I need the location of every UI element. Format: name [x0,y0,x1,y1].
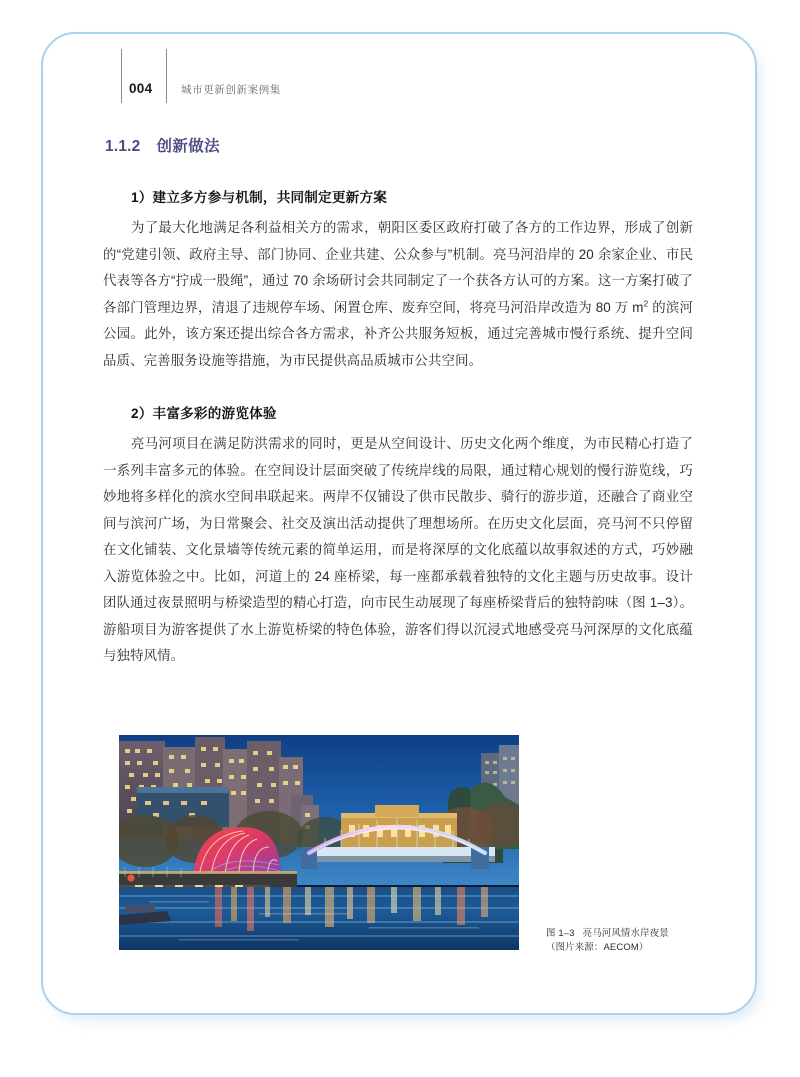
paragraph-spacer [103,374,693,402]
figure-caption-text: 亮马河风情水岸夜景 [582,927,669,938]
figure-image [119,735,519,950]
content-column [103,134,693,670]
subsection-body-2: 亮马河项目在满足防洪需求的同时，更是从空间设计、历史文化两个维度，为市民精心打造了一系列丰富多元的体验。在空间设计层面突破了传统岸线的局限，通过精心规划的慢行游览线，巧妙地将多样化的滨水空间串联起来。两岸不仅铺设了供市民散步、骑行的游步道，还融合了商业空间与滨河广场，为日常聚会、社交及演出活动提供了理想场所。在历史文化层面，亮马河不只停留在文化铺装、文化景墙等传统元素的简单运用，而是将深厚的文化底蕴以故事叙述的方式，巧妙融入游览体验之中。比如，河道上的 24 座桥梁，每一座都承载着独特的文化主题与历史故事。设计团队通过夜景照明与桥梁造型的精心打造，向市民生动展现了每座桥梁背后的独特韵味（图 1–3）。游船项目为游客提供了水上游览桥梁的特色体验，游客们得以沉浸式地感受亮马河深厚的文化底蕴与独特风情。 [103,436,693,663]
page-title [105,134,693,156]
subsection-heading-2: 2）丰富多彩的游览体验 [131,406,277,421]
figure-caption [546,926,726,954]
subsection-heading-1: 1）建立多方参与机制，共同制定更新方案 [131,190,388,205]
figure-source: （图片来源：AECOM） [546,941,649,952]
header-rule-left [121,49,122,103]
subsection-body-1 [103,215,693,374]
superscript-square: 2 [643,298,649,309]
body-1-part-a: 为了最大化地满足各利益相关方的需求，朝阳区委区政府打破了各方的工作边界，形成了创新的“党建引领、政府主导、部门协同、企业共建、公众参与”机制。亮马河沿岸的 20 余家企业、市民代表等各方“拧成一股绳”，通过 70 余场研讨会共同制定了一个获各方认可的方案。这一方案打破了各部门管理边界，清退了违规停车场、闲置仓库、废弃空间，将亮马河沿岸改造为 80 万 m [103,220,693,315]
figure-block [119,735,679,965]
section-number: 1.1.2 [105,138,141,155]
page-number: 004 [129,81,153,96]
figure-number: 图 1–3 [546,927,575,938]
page-header [103,49,623,119]
body-1-part-b: 的滨河公园。此外，该方案还提出综合各方需求，补齐公共服务短板，通过完善城市慢行系统、提升空间品质、完善服务设施等措施，为市民提供高品质城市公共空间。 [103,299,693,368]
header-rule-right [166,49,167,103]
page-frame [41,32,757,1015]
page-inner [43,34,759,1017]
section-title-text: 创新做法 [156,138,221,155]
running-title: 城市更新创新案例集 [181,84,281,96]
riverfront-night-photo-illustration [119,735,519,950]
